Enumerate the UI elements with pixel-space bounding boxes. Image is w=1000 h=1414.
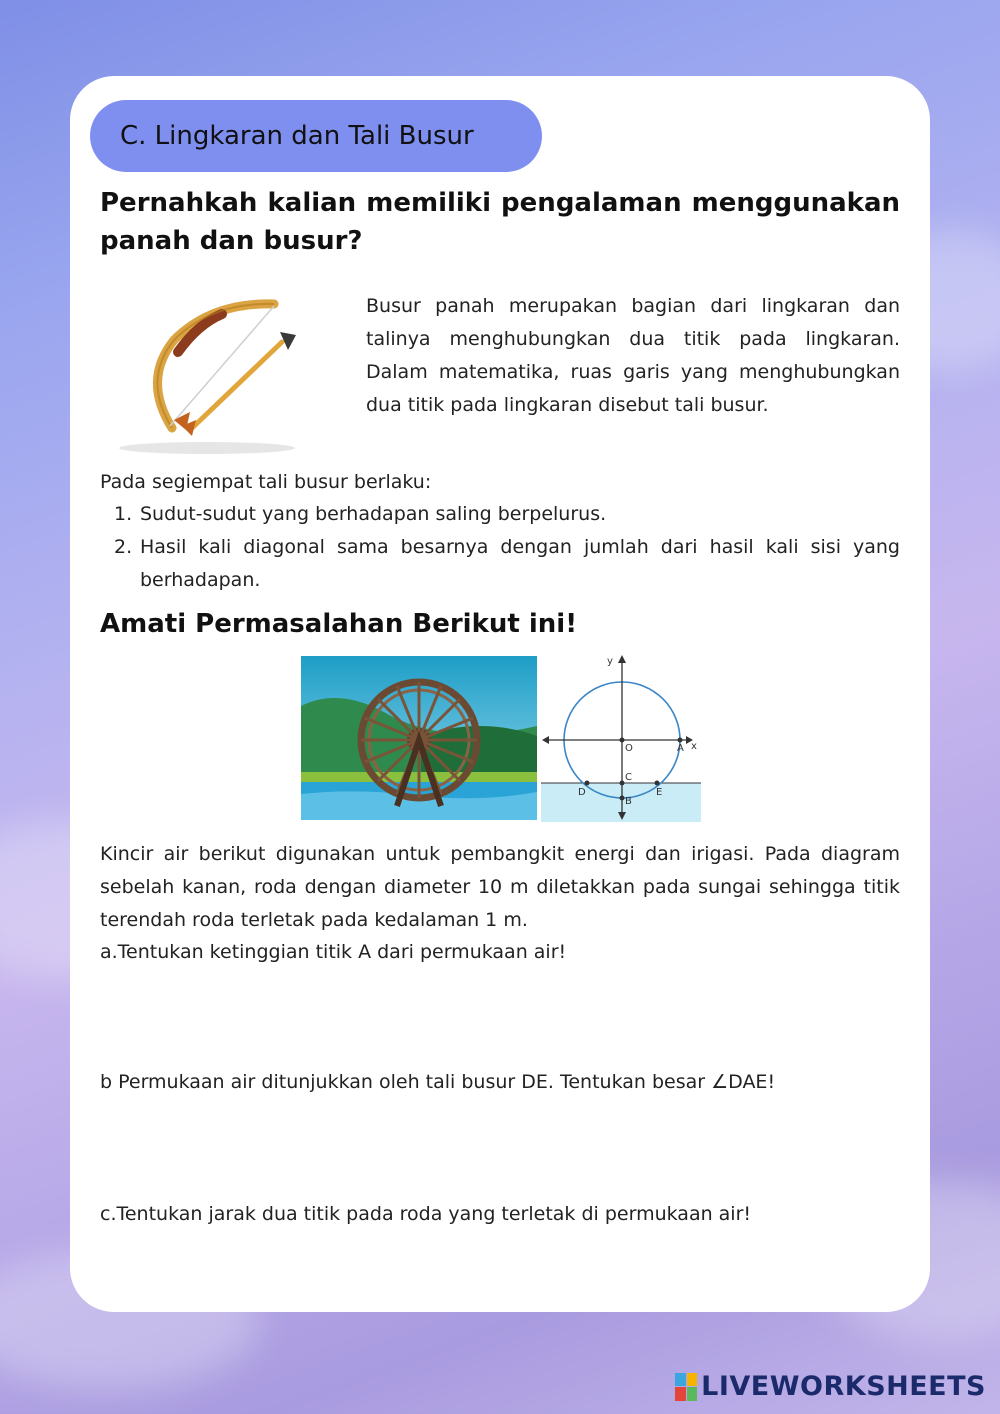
diagram-label-e: E xyxy=(656,787,663,798)
intro-paragraph: Busur panah merupakan bagian dari lingkaran dan talinya menghubungkan dua titik pada lingkaran. Dalam matematika, ruas garis yang menghubungkan dua titik pada lingkaran disebut tali busur. xyxy=(366,295,900,416)
properties-list xyxy=(100,498,900,597)
liveworksheets-logo xyxy=(675,1371,986,1402)
problem-paragraph: Kincir air berikut digunakan untuk pembangkit energi dan irigasi. Pada diagram sebelah kanan, roda dengan diameter 10 m diletakkan pada sungai sehingga titik terendah roda terletak pada kedalaman 1 m. xyxy=(100,843,900,931)
diagram-label-a: A xyxy=(677,743,684,754)
properties-lead: Pada segiempat tali busur berlaku: xyxy=(100,471,432,493)
liveworksheets-icon xyxy=(675,1373,697,1401)
diagram-label-b: B xyxy=(625,796,632,807)
question-b: b Permukaan air ditunjukkan oleh tali busur DE. Tentukan besar ∠DAE! xyxy=(100,1071,776,1093)
water-wheel-image xyxy=(301,656,537,820)
diagram-label-d: D xyxy=(578,787,586,798)
circle-diagram xyxy=(541,652,701,822)
question-c: c.Tentukan jarak dua titik pada roda yang terletak di permukaan air! xyxy=(100,1203,752,1225)
diagram-label-x: x xyxy=(691,741,697,752)
diagram-label-y: y xyxy=(607,656,613,667)
section-title: C. Lingkaran dan Tali Busur xyxy=(90,100,542,172)
diagram-label-o: O xyxy=(625,743,633,754)
section-heading: Amati Permasalahan Berikut ini! xyxy=(100,609,578,639)
question-a: a.Tentukan ketinggian titik A dari permukaan air! xyxy=(100,941,567,963)
bow-and-arrow-image xyxy=(112,280,337,460)
diagram-label-c: C xyxy=(625,772,632,783)
list-item: 2. Hasil kali diagonal sama besarnya dengan jumlah dari hasil kali sisi yang berhadapan. xyxy=(114,536,900,591)
brand-text: LIVEWORKSHEETS xyxy=(701,1371,986,1402)
page-heading: Pernahkah kalian memiliki pengalaman menggunakan panah dan busur? xyxy=(100,188,900,256)
list-item: 1. Sudut-sudut yang berhadapan saling berpelurus. xyxy=(114,503,607,525)
